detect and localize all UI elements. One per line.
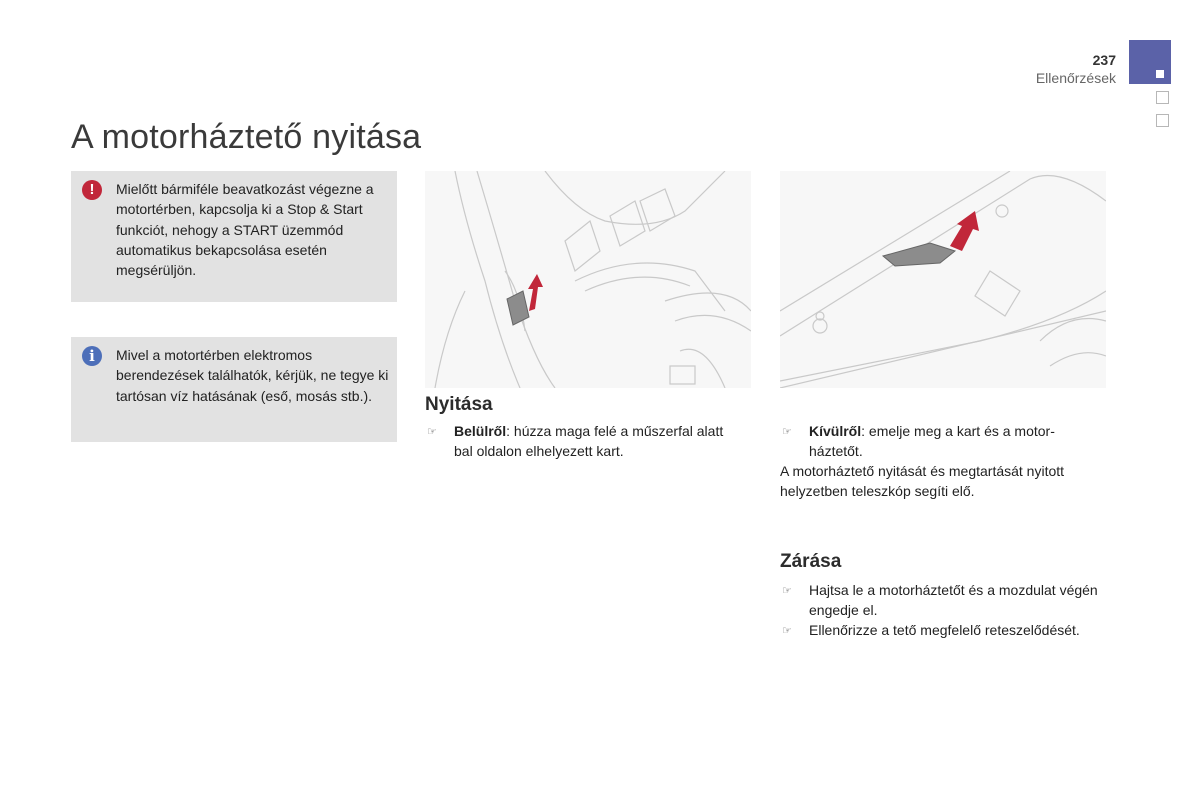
chapter-tab bbox=[1129, 40, 1171, 84]
warning-text: Mielőtt bármiféle beavatkozást végezne a motortérben, kapcsolja ki a Stop & Start funkciót, nehogy a START üzemmód automatikus bekapcsolása esetén megsérüljön. bbox=[116, 181, 374, 279]
warning-note bbox=[71, 171, 397, 302]
info-text: Mivel a motortérben elektromos berendezések találhatók, kérjük, ne tegye ki tartósan víz hatásának (eső, mosás stb.). bbox=[116, 347, 389, 404]
exterior-lever-drawing bbox=[780, 171, 1106, 388]
outside-label: Kívülről bbox=[809, 423, 862, 439]
info-note bbox=[71, 337, 397, 442]
opening-heading: Nyitása bbox=[425, 394, 493, 415]
outside-instruction bbox=[809, 421, 1099, 462]
active-tab-marker bbox=[1156, 70, 1164, 78]
inside-instruction bbox=[454, 421, 744, 462]
interior-lever-drawing bbox=[425, 171, 751, 388]
page-number: 237 bbox=[1092, 52, 1116, 68]
exterior-lever-illustration bbox=[780, 171, 1106, 388]
closing-heading: Zárása bbox=[780, 551, 842, 572]
outside-text: : emelje meg a kart és a motor-háztetőt. bbox=[809, 423, 1055, 460]
pointing-hand-icon: ☞ bbox=[782, 625, 792, 637]
closing-step: Ellenőrizze a tető megfelelő reteszelődését. bbox=[809, 622, 1080, 638]
closing-step: Hajtsa le a motorháztetőt és a mozdulat végén engedje el. bbox=[809, 582, 1098, 619]
exclamation-icon: ! bbox=[82, 180, 102, 200]
pointing-hand-icon: ☞ bbox=[782, 426, 792, 438]
inside-text: : húzza maga felé a műszerfal alatt bal oldalon elhelyezett kart. bbox=[454, 423, 724, 460]
tab-marker bbox=[1156, 114, 1169, 127]
page-title: A motorháztető nyitása bbox=[71, 118, 422, 156]
inside-label: Belülről bbox=[454, 423, 507, 439]
pointing-hand-icon: ☞ bbox=[427, 426, 437, 438]
section-name: Ellenőrzések bbox=[1035, 70, 1116, 86]
info-icon: i bbox=[82, 346, 102, 366]
pointing-hand-icon: ☞ bbox=[782, 585, 792, 597]
interior-lever-illustration bbox=[425, 171, 751, 388]
strut-text: A motorháztető nyitását és megtartását nyitott helyzetben teleszkóp segíti elő. bbox=[780, 463, 1065, 500]
tab-marker bbox=[1156, 91, 1169, 104]
